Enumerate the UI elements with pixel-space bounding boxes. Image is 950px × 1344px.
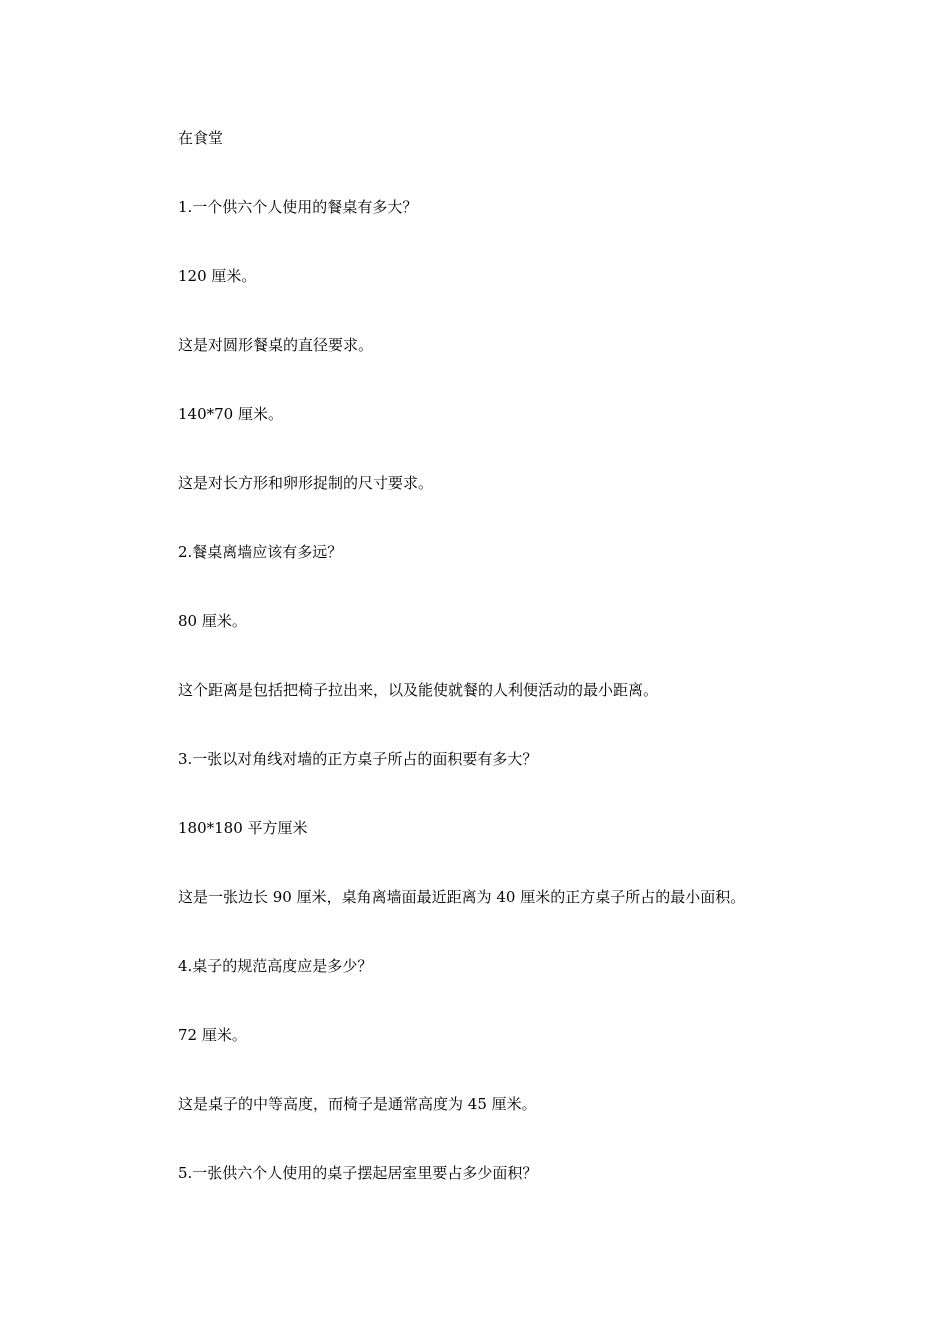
explanation-2: 这个距离是包括把椅子拉出来，以及能使就餐的人利便活动的最小距离。 (178, 681, 659, 699)
document-title: 在食堂 (178, 129, 224, 147)
answer-4: 72 厘米。 (178, 1026, 247, 1044)
question-4: 4.桌子的规范高度应是多少？ (178, 957, 373, 975)
answer-2: 80 厘米。 (178, 612, 247, 630)
explanation-3: 这是一张边长 90 厘米，桌角离墙面最近距离为 40 厘米的正方桌子所占的最小面积。 (178, 888, 746, 906)
question-3: 3.一张以对角线对墙的正方桌子所占的面积要有多大？ (178, 750, 538, 768)
question-1: 1.一个供六个人使用的餐桌有多大？ (178, 198, 418, 216)
answer-3: 180*180 平方厘米 (178, 819, 308, 837)
answer-1b: 140*70 厘米。 (178, 405, 283, 423)
question-2: 2.餐桌离墙应该有多远？ (178, 543, 343, 561)
explanation-1b: 这是对长方形和卵形捉制的尺寸要求。 (178, 474, 434, 492)
explanation-4: 这是桌子的中等高度，而椅子是通常高度为 45 厘米。 (178, 1095, 537, 1113)
answer-1a: 120 厘米。 (178, 267, 257, 285)
question-5: 5.一张供六个人使用的桌子摆起居室里要占多少面积？ (178, 1164, 538, 1182)
explanation-1a: 这是对圆形餐桌的直径要求。 (178, 336, 374, 354)
